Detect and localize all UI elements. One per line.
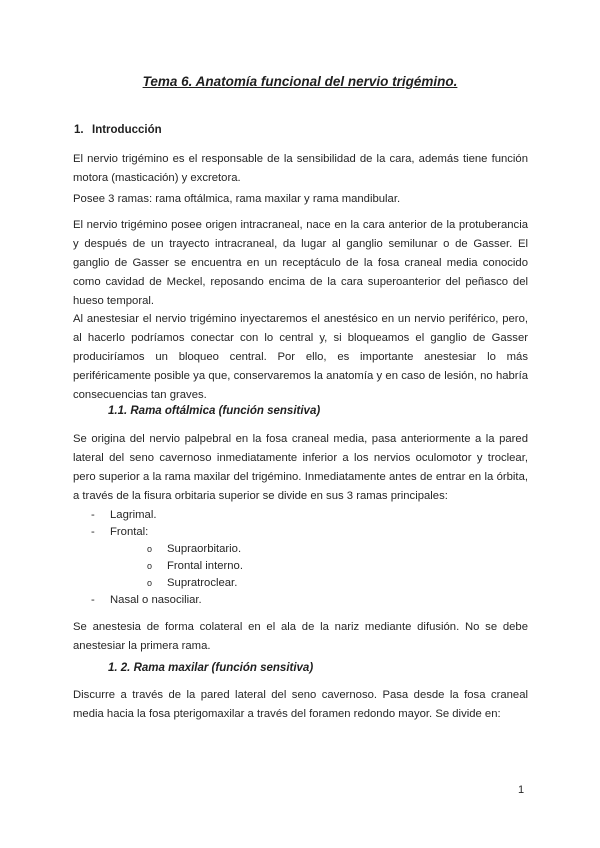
- list-subitem-frontal-interno: [91, 558, 391, 575]
- list-subitem-text: Frontal interno.: [167, 560, 243, 572]
- page-number: 1: [518, 784, 525, 796]
- section-number: 1.: [74, 124, 84, 136]
- list-subitem-text: Supraorbitario.: [167, 543, 242, 555]
- list-dash: -: [91, 594, 95, 606]
- paragraph-maxilar: Discurre a través de la pared lateral del seno cavernoso. Pasa desde la fosa craneal media hacia la fosa pterigomaxilar a través del foramen redondo mayor. Se divide en:: [73, 689, 528, 720]
- paragraph-intro-function: El nervio trigémino es el responsable de la sensibilidad de la cara, además tiene función motora (masticación) y excretora.: [73, 153, 528, 184]
- list-item-text: Lagrimal.: [110, 509, 157, 521]
- list-bullet: o: [147, 544, 153, 554]
- paragraph-oftalmica: Se origina del nervio palpebral en la fosa craneal media, pasa anteriormente a la pared lateral del seno cavernoso inmediatamente inferior a los nervios oculomotor y troclear, pero superior a la rama maxilar del trigémino. Inmediatamente antes de entrar en la órbita, a través de la fisura orbitaria superior se divide en sus 3 ramas principales:: [73, 433, 528, 502]
- paragraph-branches: Posee 3 ramas: rama oftálmica, rama maxilar y rama mandibular.: [73, 193, 401, 205]
- list-item-text: Frontal:: [110, 526, 149, 538]
- list-dash: -: [91, 526, 95, 538]
- list-item-text: Nasal o nasociliar.: [110, 594, 202, 606]
- list-subitem-supraorbitario: [91, 541, 391, 558]
- oftalmica-branch-list: [91, 507, 391, 609]
- list-dash: -: [91, 509, 95, 521]
- list-item-frontal: [91, 524, 391, 541]
- paragraph-anesthesia: Al anestesiar el nervio trigémino inyectaremos el anestésico en un nervio periférico, pero, al hacerlo podríamos conectar con lo central y, si bloqueamos el ganglio de Gasser produciríamos un bloqueo central. Por ello, es importante anestesiar lo más periféricamente posible ya que, conservaremos la anatomía y en caso de lesión, no habría consecuencias tan graves.: [73, 313, 528, 401]
- list-bullet: o: [147, 578, 153, 588]
- document-title: Tema 6. Anatomía funcional del nervio trigémino.: [142, 74, 458, 89]
- subsection-heading-maxilar: 1. 2. Rama maxilar (función sensitiva): [108, 662, 314, 674]
- list-subitem-text: Supratroclear.: [167, 577, 238, 589]
- list-item-lagrimal: [91, 507, 391, 524]
- list-subitem-supratroclear: [91, 575, 391, 592]
- list-item-nasal: [91, 592, 391, 609]
- paragraph-origin: El nervio trigémino posee origen intracraneal, nace en la cara anterior de la protuberancia y después de un trayecto intracraneal, da lugar al ganglio semilunar o de Gasser. El ganglio de Gasser se encuentra en un receptáculo de la fosa craneal media conocido como cavidad de Meckel, reposando encima de la cara superoanterior del peñasco del hueso temporal.: [73, 219, 528, 307]
- section-heading-text: Introducción: [92, 124, 162, 136]
- subsection-heading-oftalmica: 1.1. Rama oftálmica (función sensitiva): [108, 405, 321, 417]
- paragraph-oftalmica-anesthesia: Se anestesia de forma colateral en el ala de la nariz mediante difusión. No se debe anestesiar la primera rama.: [73, 621, 528, 652]
- section-heading-introduccion: [74, 124, 162, 136]
- list-bullet: o: [147, 561, 153, 571]
